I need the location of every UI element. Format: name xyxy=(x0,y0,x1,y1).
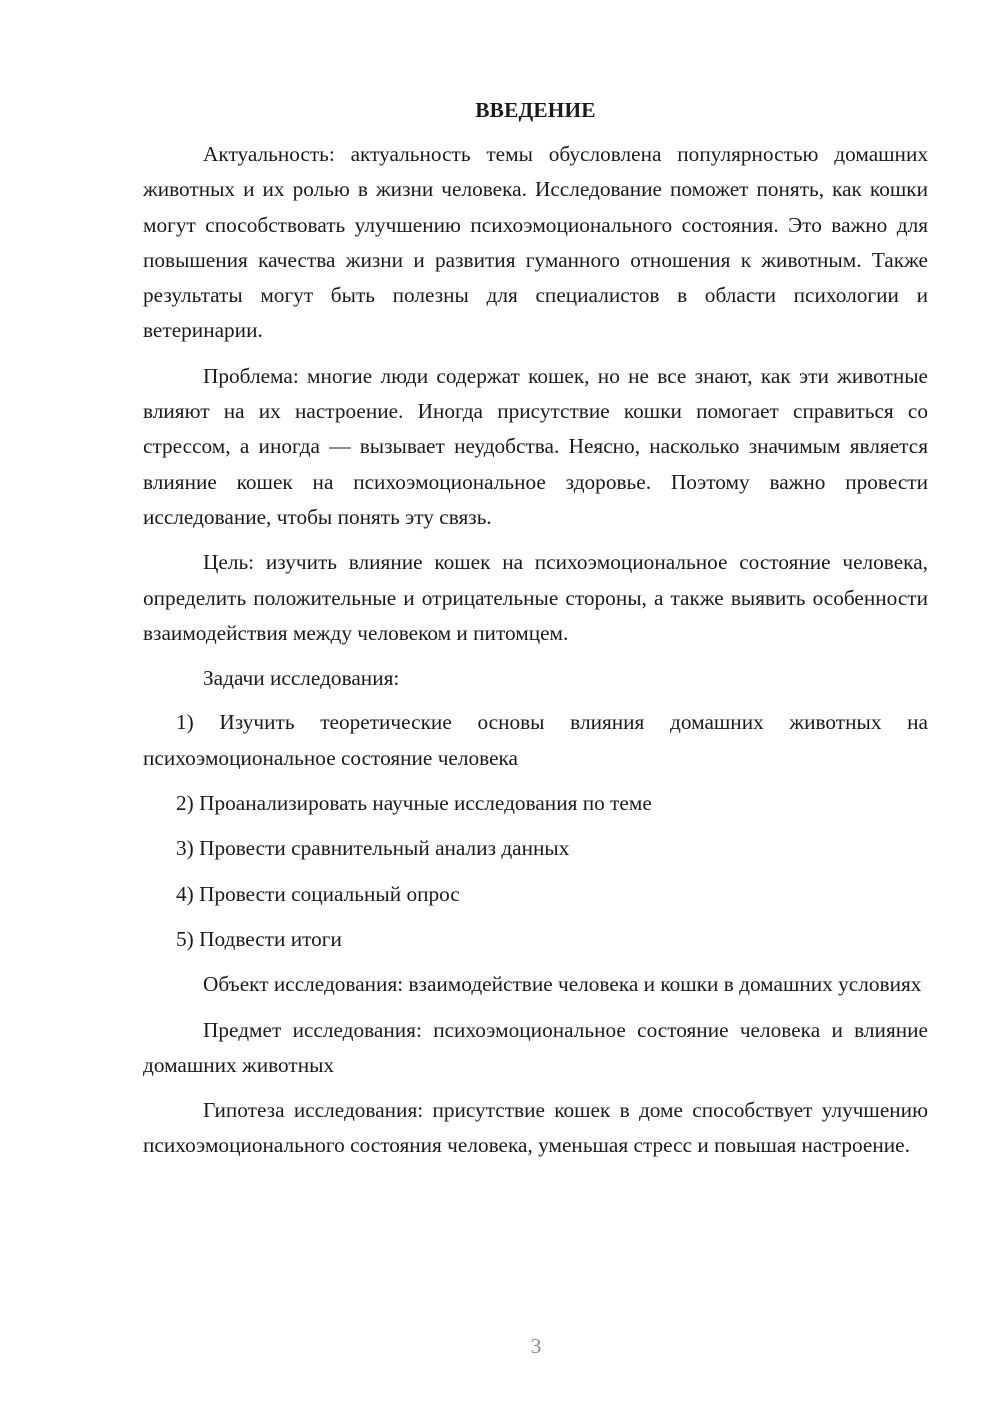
tasks-list xyxy=(143,705,928,957)
document-page xyxy=(143,96,928,1174)
page-number: 3 xyxy=(530,1334,542,1358)
paragraph-subject: Предмет исследования: психоэмоциональное состояние человека и влияние домашних животных xyxy=(143,1017,928,1077)
list-item: 3) Провести сравнительный анализ данных xyxy=(176,836,570,861)
list-item: 5) Подвести итоги xyxy=(176,926,342,951)
list-item: 2) Проанализировать научные исследования по теме xyxy=(176,791,652,816)
paragraph-goal: Цель: изучить влияние кошек на психоэмоциональное состояние человека, определить положительные и отрицательные стороны, а также выявить особенности взаимодействия между человеком и питомцем. xyxy=(143,550,928,645)
paragraph-hypothesis: Гипотеза исследования: присутствие кошек в доме способствует улучшению психоэмоционального состояния человека, уменьшая стресс и повышая настроение. xyxy=(143,1098,928,1158)
paragraph-object: Объект исследования: взаимодействие человека и кошки в домашних условиях xyxy=(203,972,922,997)
page-heading: ВВЕДЕНИЕ xyxy=(475,98,596,122)
list-item: 4) Провести социальный опрос xyxy=(176,881,460,906)
paragraph-relevance: Актуальность: актуальность темы обусловлена популярностью домашних животных и их ролью в жизни человека. Исследование поможет понять, как кошки могут способствовать улучшению психоэмоционального состояния. Это важно для повышения качества жизни и развития гуманного отношения к животным. Также результаты могут быть полезны для специалистов в области психологии и ветеринарии. xyxy=(143,142,928,343)
paragraph-problem: Проблема: многие люди содержат кошек, но не все знают, как эти животные влияют на их настроение. Иногда присутствие кошки помогает справиться со стрессом, а иногда — вызывает неудобства. Неясно, насколько значимым является влияние кошек на психоэмоциональное здоровье. Поэтому важно провести исследование, чтобы понять эту связь. xyxy=(143,363,928,529)
tasks-title: Задачи исследования: xyxy=(203,666,400,691)
list-item: 1) Изучить теоретические основы влияния домашних животных на психоэмоциональное состояние человека xyxy=(143,710,928,770)
